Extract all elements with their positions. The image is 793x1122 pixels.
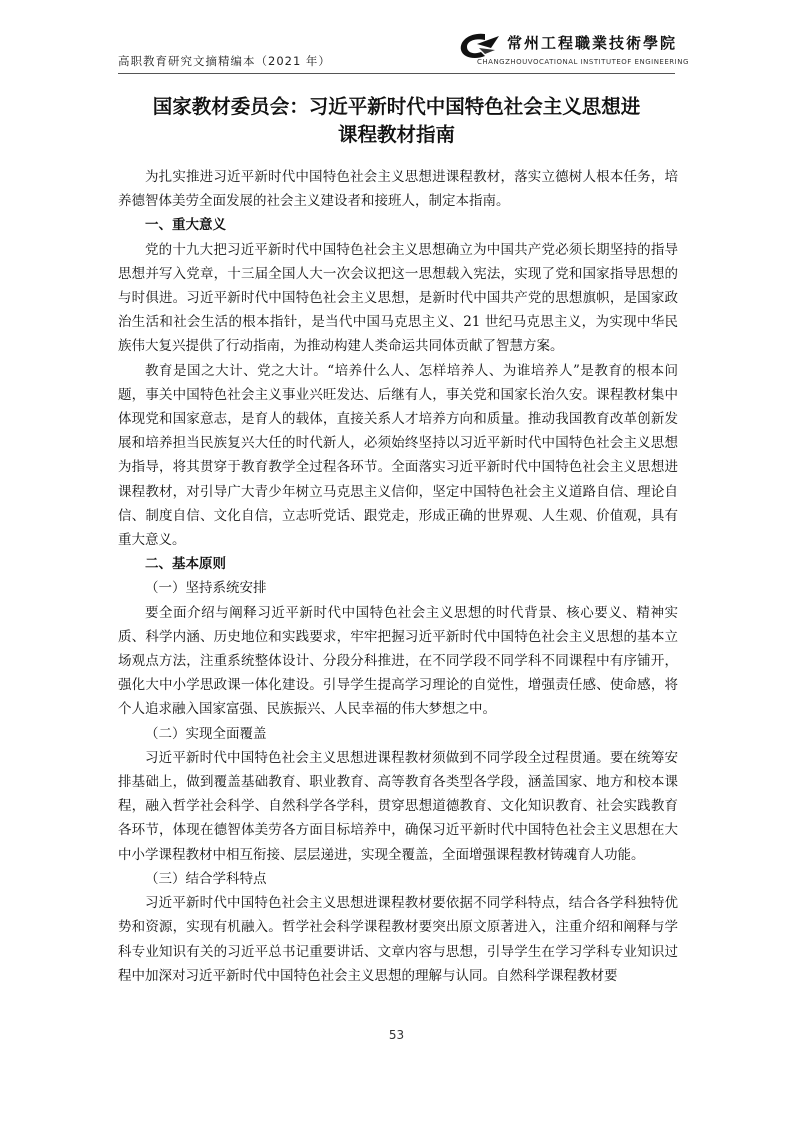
subsection1-heading: （一）坚持系统安排 bbox=[145, 580, 267, 597]
header-divider bbox=[118, 73, 675, 74]
article-title-line1: 国家教材委员会：习近平新时代中国特色社会主义思想进 bbox=[152, 95, 641, 118]
section2-heading: 二、基本原则 bbox=[145, 556, 226, 573]
publication-title: 高职教育研究文摘精编本（2021 年） bbox=[118, 54, 331, 68]
article-title-line2: 课程教材指南 bbox=[337, 123, 455, 146]
intro-paragraph: 为扎实推进习近平新时代中国特色社会主义思想进课程教材，落实立德树人根本任务，培养德智体美劳全面发展的社会主义建设者和接班人，制定本指南。 bbox=[118, 169, 678, 210]
subsection3-paragraph: 习近平新时代中国特色社会主义思想进课程教材要依据不同学科特点，结合各学科独特优势和资源，实现有机融入。哲学社会科学课程教材要突出原文原著进入，注重介绍和阐释与学科专业知识有关的习近平总书记重要讲话、文章内容与思想，引导学生在学习学科专业知识过程中加深对习近平新时代中国特色社会主义思想的理解与认同。自然科学课程教材要 bbox=[118, 895, 678, 984]
college-logo bbox=[455, 28, 689, 72]
page-number: 53 bbox=[388, 1028, 405, 1042]
page-header bbox=[118, 28, 689, 72]
college-name-cn: 常州工程職業技術學院 bbox=[507, 34, 678, 52]
section1-paragraph2: 教育是国之大计、党之大计。“培养什么人、怎样培养人、为谁培养人”是教育的根本问题，事关中国特色社会主义事业兴旺发达、后继有人，事关党和国家长治久安。课程教材集中体现党和国家意志，是育人的载体，直接关系人才培养方向和质量。推动我国教育改革创新发展和培养担当民族复兴大任的时代新人，必须始终坚持以习近平新时代中国特色社会主义思想为指导，将其贯穿于教育教学全过程各环节。全面落实习近平新时代中国特色社会主义思想进课程教材，对引导广大青少年树立马克思主义信仰，坚定中国特色社会主义道路自信、理论自信、制度自信、文化自信，立志听党话、跟党走，形成正确的世界观、人生观、价值观，具有重大意义。 bbox=[118, 362, 678, 549]
section1-paragraph1: 党的十九大把习近平新时代中国特色社会主义思想确立为中国共产党必须长期坚持的指导思想并写入党章，十三届全国人大一次会议把这一思想载入宪法，实现了党和国家指导思想的与时俱进。习近平新时代中国特色社会主义思想，是新时代中国共产党的思想旗帜，是国家政治生活和社会生活的根本指针，是当代中国马克思主义、21 世纪马克思主义，为实现中华民族伟大复兴提供了行动指南，为推动构建人类命运共同体贡献了智慧方案。 bbox=[118, 241, 678, 355]
college-name-en: CHANGZHOUVOCATIONAL INSTITUTEOF ENGINEERING bbox=[477, 58, 689, 66]
subsection1-paragraph: 要全面介绍与阐释习近平新时代中国特色社会主义思想的时代背景、核心要义、精神实质、科学内涵、历史地位和实践要求，牢牢把握习近平新时代中国特色社会主义思想的基本立场观点方法，注重系统整体设计、分段分科推进，在不同学段不同学科不同课程中有序铺开，强化大中小学思政课一体化建设。引导学生提高学习理论的自觉性，增强责任感、使命感，将个人追求融入国家富强、民族振兴、人民幸福的伟大梦想之中。 bbox=[118, 604, 678, 718]
subsection2-paragraph: 习近平新时代中国特色社会主义思想进课程教材须做到不同学段全过程贯通。要在统筹安排基础上，做到覆盖基础教育、职业教育、高等教育各类型各学段，涵盖国家、地方和校本课程，融入哲学社会科学、自然科学各学科，贯穿思想道德教育、文化知识教育、社会实践教育各环节，体现在德智体美劳各方面目标培养中，确保习近平新时代中国特色社会主义思想在大中小学课程教材中相互衔接、层层递进，实现全覆盖，全面增强课程教材铸魂育人功能。 bbox=[118, 749, 678, 863]
subsection3-heading: （三）结合学科特点 bbox=[145, 870, 267, 887]
article-title bbox=[100, 93, 693, 149]
section1-heading: 一、重大意义 bbox=[145, 217, 226, 234]
article-body bbox=[118, 165, 678, 988]
subsection2-heading: （二）实现全面覆盖 bbox=[145, 725, 267, 742]
